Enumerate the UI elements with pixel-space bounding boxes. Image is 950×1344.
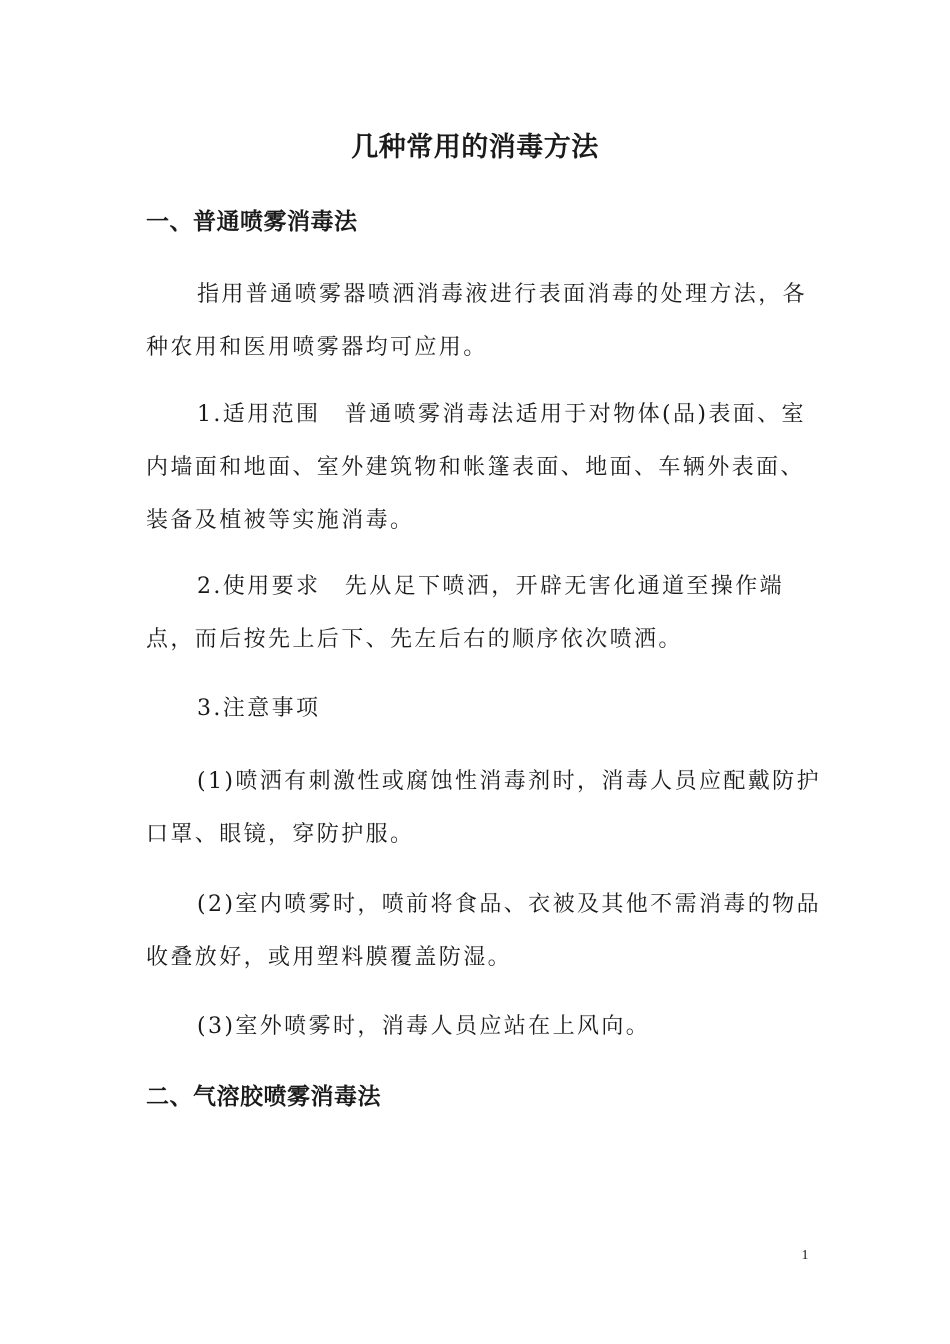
section-1-heading: 一、普通喷雾消毒法 [146,209,358,235]
section-1-intro: 指用普通喷雾器喷洒消毒液进行表面消毒的处理方法，各种农用和医用喷雾器均可应用。 [146,282,808,360]
precaution-2: (2)室内喷雾时，喷前将食品、衣被及其他不需消毒的物品收叠放好，或用塑料膜覆盖防湿。 [146,892,821,970]
precaution-1: (1)喷洒有刺激性或腐蚀性消毒剂时，消毒人员应配戴防护口罩、眼镜，穿防护服。 [146,769,821,847]
item-3-precautions: 3.注意事项 [197,696,321,721]
precaution-3: (3)室外喷雾时，消毒人员应站在上风向。 [197,1014,651,1039]
item-2-requirements: 2.使用要求 先从足下喷洒，开辟无害化通道至操作端点，而后按先上后下、先左后右的顺序依次喷洒。 [146,574,784,652]
page-number: 1 [801,1248,809,1263]
item-1-scope: 1.适用范围 普通喷雾消毒法适用于对物体(品)表面、室内墙面和地面、室外建筑物和帐篷表面、地面、车辆外表面、装备及植被等实施消毒。 [146,402,806,533]
document-title: 几种常用的消毒方法 [351,132,599,163]
section-2-heading: 二、气溶胶喷雾消毒法 [146,1084,381,1110]
